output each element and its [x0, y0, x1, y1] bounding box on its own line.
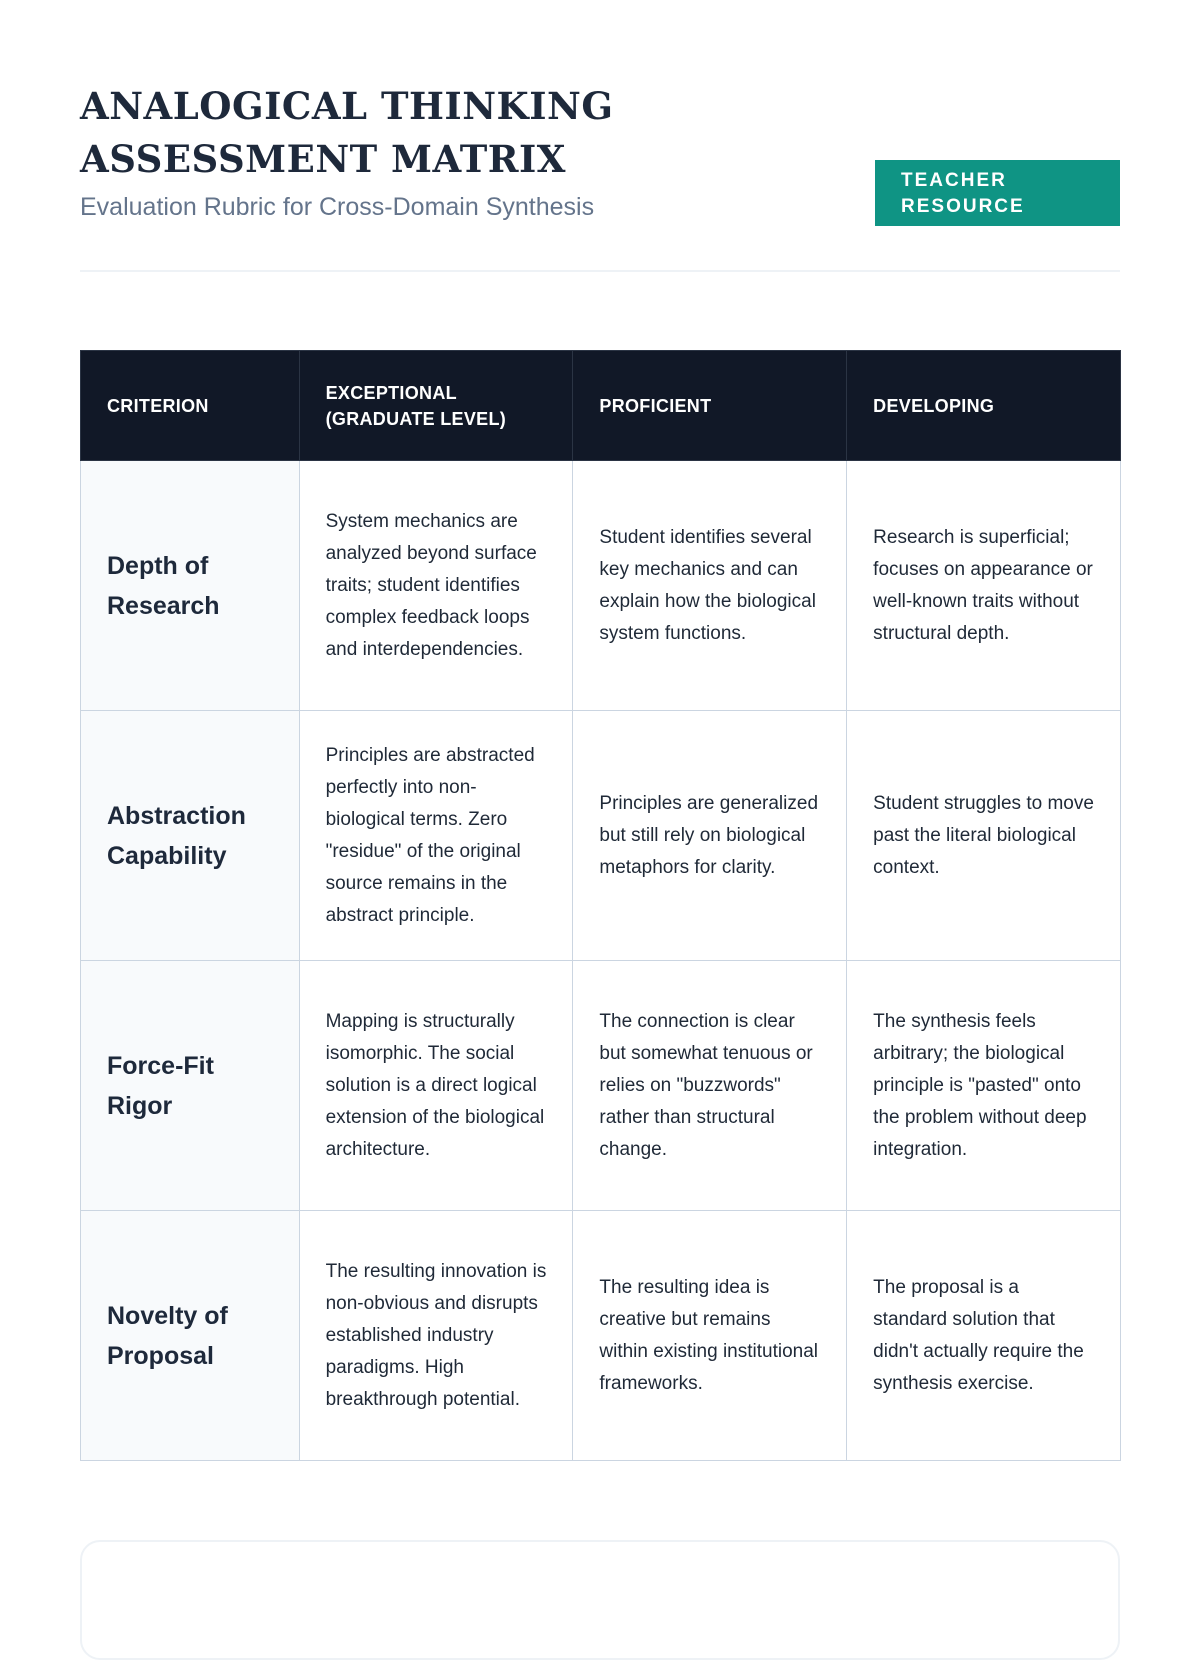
column-header-proficient: PROFICIENT	[573, 351, 847, 461]
teacher-resource-badge: TEACHER RESOURCE	[875, 160, 1120, 226]
column-header-criterion: CRITERION	[81, 351, 300, 461]
developing-cell: Research is superficial; focuses on appearance or well-known traits without structural depth.	[847, 461, 1121, 711]
page-header	[80, 80, 1120, 272]
criterion-cell: Novelty of Proposal	[81, 1211, 300, 1461]
exceptional-cell: System mechanics are analyzed beyond surface traits; student identifies complex feedback loops and interdependencies.	[299, 461, 573, 711]
developing-cell: Student struggles to move past the literal biological context.	[847, 711, 1121, 961]
page-subtitle: Evaluation Rubric for Cross-Domain Synthesis	[80, 193, 595, 221]
exceptional-cell: Principles are abstracted perfectly into non-biological terms. Zero "residue" of the original source remains in the abstract principle.	[299, 711, 573, 961]
proficient-cell: Principles are generalized but still rely on biological metaphors for clarity.	[573, 711, 847, 961]
table-row	[81, 1211, 1121, 1461]
exceptional-cell: Mapping is structurally isomorphic. The social solution is a direct logical extension of the biological architecture.	[299, 961, 573, 1211]
criterion-cell: Force-Fit Rigor	[81, 961, 300, 1211]
developing-cell: The proposal is a standard solution that didn't actually require the synthesis exercise.	[847, 1211, 1121, 1461]
notes-card	[80, 1540, 1120, 1660]
proficient-cell: The connection is clear but somewhat tenuous or relies on "buzzwords" rather than structural change.	[573, 961, 847, 1211]
table-header-row	[81, 351, 1121, 461]
proficient-cell: The resulting idea is creative but remains within existing institutional frameworks.	[573, 1211, 847, 1461]
exceptional-cell: The resulting innovation is non-obvious and disrupts established industry paradigms. High breakthrough potential.	[299, 1211, 573, 1461]
page-title: ANALOGICAL THINKING ASSESSMENT MATRIX	[80, 84, 614, 181]
criterion-cell: Abstraction Capability	[81, 711, 300, 961]
developing-cell: The synthesis feels arbitrary; the biological principle is "pasted" onto the problem without deep integration.	[847, 961, 1121, 1211]
assessment-rubric-table	[80, 350, 1121, 1461]
column-header-exceptional: EXCEPTIONAL (GRADUATE LEVEL)	[299, 351, 573, 461]
table-row	[81, 461, 1121, 711]
criterion-cell: Depth of Research	[81, 461, 300, 711]
proficient-cell: Student identifies several key mechanics and can explain how the biological system functions.	[573, 461, 847, 711]
column-header-developing: DEVELOPING	[847, 351, 1121, 461]
table-row	[81, 711, 1121, 961]
table-row	[81, 961, 1121, 1211]
